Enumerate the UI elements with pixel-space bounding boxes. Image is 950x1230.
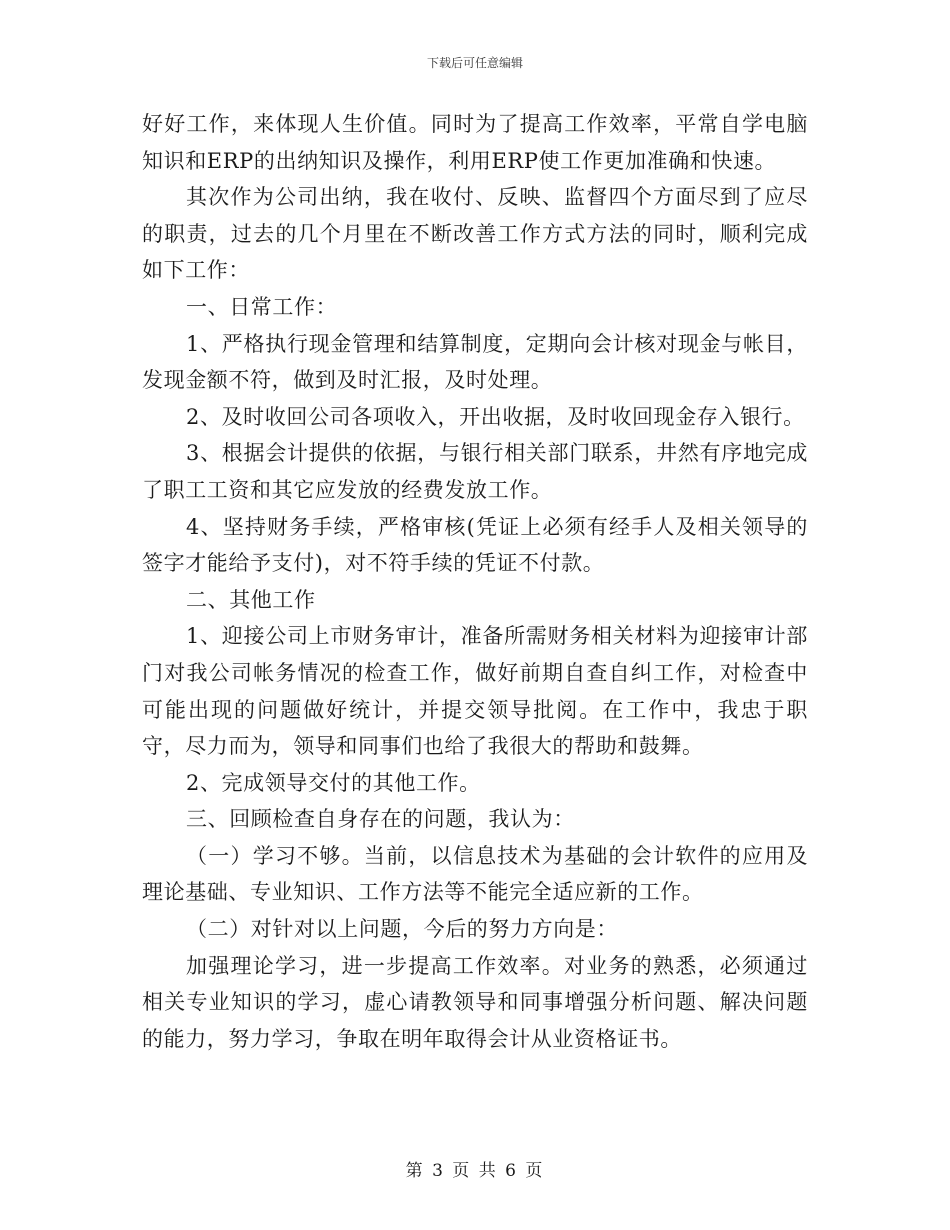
list-item: 2、完成领导交付的其他工作。 — [186, 770, 481, 795]
section-heading: 二、其他工作 — [186, 587, 316, 612]
paragraph: 其次作为公司出纳，我在收付、反映、监督四个方面尽到了应尽的职责，过去的几个月里在不断改善工作方式方法的同时，顺利完成如下工作： — [142, 185, 808, 283]
list-item: （二）对针对以上问题，今后的努力方向是： — [186, 917, 618, 942]
paragraph: 好好工作，来体现人生价值。同时为了提高工作效率，平常自学电脑知识和ERP的出纳知识及操作，利用ERP使工作更加准确和快速。 — [142, 112, 808, 173]
section-heading: 三、回顾检查自身存在的问题，我认为： — [186, 807, 575, 832]
list-item: 4、坚持财务手续，严格审核(凭证上必须有经手人及相关领导的签字才能给予支付)，对不符手续的凭证不付款。 — [142, 514, 808, 576]
page-number: 第 3 页 共 6 页 — [405, 1161, 545, 1181]
section-heading: 一、日常工作： — [186, 294, 338, 319]
list-item: 3、根据会计提供的依据，与银行相关部门联系，井然有序地完成了职工工资和其它应发放的经费发放工作。 — [142, 441, 808, 502]
list-item: （一）学习不够。当前，以信息技术为基础的会计软件的应用及理论基础、专业知识、工作方法等不能完全适应新的工作。 — [142, 843, 808, 905]
page-header: 下载后可任意编辑 — [426, 56, 523, 70]
list-item: 1、迎接公司上市财务审计，准备所需财务相关材料为迎接审计部门对我公司帐务情况的检查工作，做好前期自查自纠工作，对检查中可能出现的问题做好统计，并提交领导批阅。在工作中，我忠于职守，尽力而为，领导和同事们也给了我很大的帮助和鼓舞。 — [142, 624, 808, 759]
paragraph: 加强理论学习，进一步提高工作效率。对业务的熟悉，必须通过相关专业知识的学习，虚心请教领导和同事增强分析问题、解决问题的能力，努力学习，争取在明年取得会计从业资格证书。 — [142, 953, 808, 1051]
document-body — [142, 106, 808, 1057]
list-item: 1、严格执行现金管理和结算制度，定期向会计核对现金与帐目，发现金额不符，做到及时汇报，及时处理。 — [142, 331, 808, 393]
list-item: 2、及时收回公司各项收入，开出收据，及时收回现金存入银行。 — [186, 404, 805, 429]
